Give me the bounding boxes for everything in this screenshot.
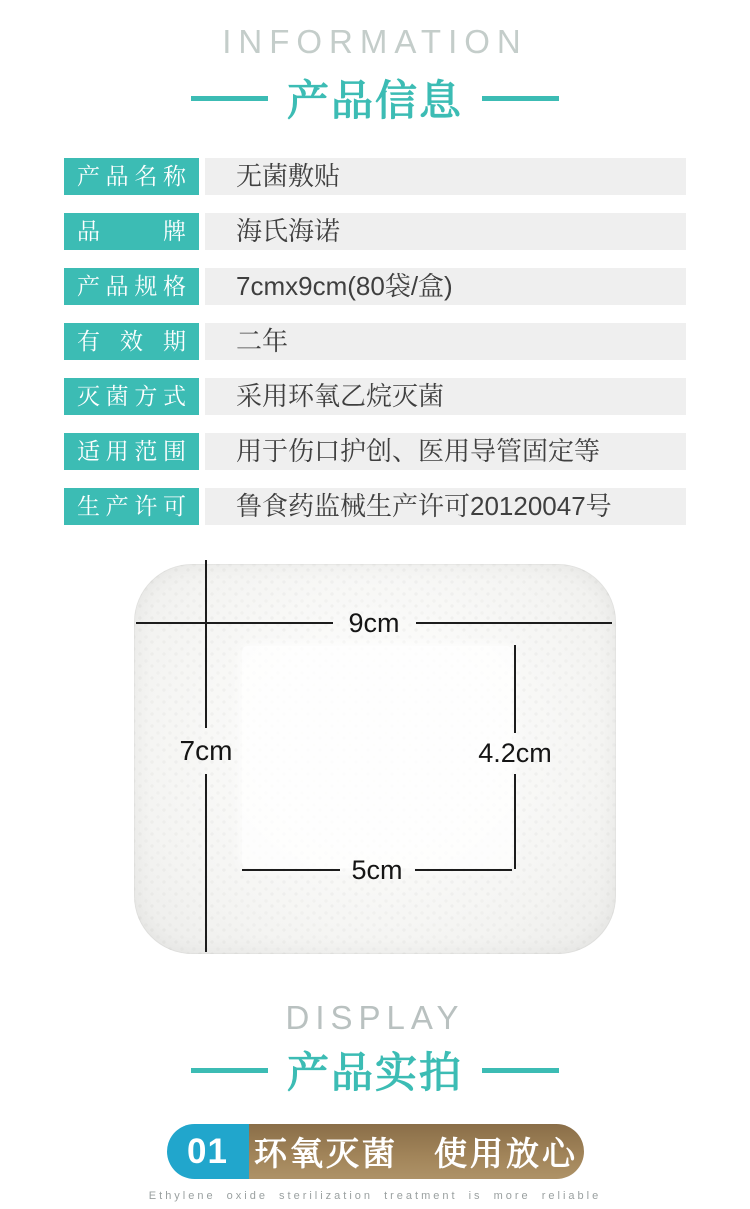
display-section-title: 产品实拍: [286, 1049, 463, 1096]
feature-banner: [167, 1124, 584, 1179]
table-row: [64, 268, 686, 305]
spec-value-sterilization: 采用环氧乙烷灭菌: [205, 378, 686, 415]
dimension-line: [514, 645, 516, 733]
display-section-title-row: [0, 1044, 750, 1096]
spec-value-specification: 7cmx9cm(80袋/盒): [205, 268, 686, 305]
dimension-pad-width-label: 5cm: [351, 854, 403, 885]
dimension-line: [242, 869, 340, 871]
title-dash-right: [482, 1068, 559, 1073]
banner-subtitle: Ethylene oxide sterilization treatment is more reliable: [148, 1190, 602, 1202]
spec-label-product-name: 产品名称: [64, 158, 199, 195]
spec-label-sterilization: 灭菌方式: [64, 378, 199, 415]
info-section-eyebrow: INFORMATION: [222, 23, 528, 60]
title-dash-left: [191, 96, 268, 101]
dimension-line: [205, 560, 207, 728]
banner-number-badge: 01: [167, 1124, 249, 1179]
spec-label-specification: 产品规格: [64, 268, 199, 305]
dimension-pad-height-label: 4.2cm: [478, 738, 552, 768]
dimension-line: [205, 774, 207, 952]
dimension-height: [161, 560, 251, 952]
spec-label-license: 生产许可: [64, 488, 199, 525]
spec-value-product-name: 无菌敷贴: [205, 158, 686, 195]
table-row: [64, 488, 686, 525]
title-dash-right: [482, 96, 559, 101]
table-row: [64, 213, 686, 250]
dimension-line: [416, 622, 613, 624]
product-dimension-diagram: [134, 560, 616, 954]
title-dash-left: [191, 1068, 268, 1073]
spec-value-shelf-life: 二年: [205, 323, 686, 360]
dimension-pad-width: [242, 856, 512, 884]
banner-title: 环氧灭菌 使用放心: [249, 1124, 584, 1179]
spec-label-brand: 品牌: [64, 213, 199, 250]
display-section-eyebrow: DISPLAY: [285, 999, 465, 1036]
table-row: [64, 323, 686, 360]
spec-value-application: 用于伤口护创、医用导管固定等: [205, 433, 686, 470]
dimension-width-label: 9cm: [348, 607, 400, 638]
spec-label-shelf-life: 有效期: [64, 323, 199, 360]
table-row: [64, 433, 686, 470]
spec-value-license: 鲁食药监械生产许可20120047号: [205, 488, 686, 525]
table-row: [64, 378, 686, 415]
spec-table: [64, 158, 686, 525]
info-section-title: 产品信息: [286, 77, 463, 124]
dimension-line: [415, 869, 513, 871]
dimension-pad-height: [465, 645, 565, 869]
table-row: [64, 158, 686, 195]
spec-label-application: 适用范围: [64, 433, 199, 470]
dimension-height-label: 7cm: [179, 735, 233, 766]
info-section-title-row: [0, 72, 750, 124]
dimension-line: [514, 774, 516, 869]
spec-value-brand: 海氏海诺: [205, 213, 686, 250]
